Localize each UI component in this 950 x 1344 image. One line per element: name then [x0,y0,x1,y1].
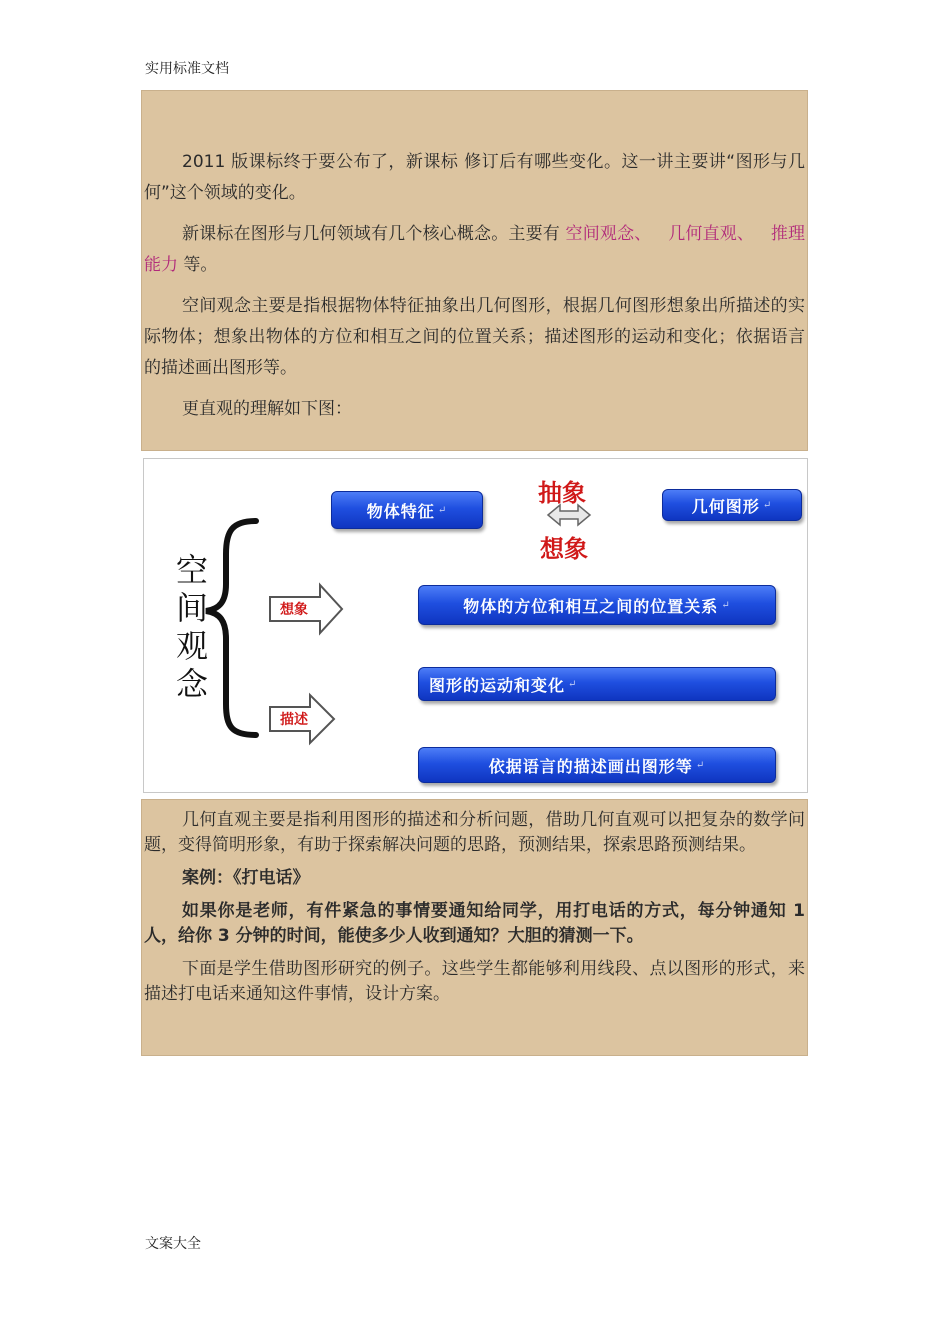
intro-paragraph-1: 2011 版课标终于要公布了，新课标 修订后有哪些变化。这一讲主要讲“图形与几何”这个领域的变化。 [144,152,805,203]
return-mark: ↵ [721,599,731,611]
page-header: 实用标准文档 [145,61,229,77]
intro-section [141,90,808,451]
page-footer: 文案大全 [145,1236,201,1252]
intro-paragraph-2-suffix: 等。 [178,255,218,275]
double-arrow-icon [548,505,590,525]
case-title: 案例：《打电话》 [182,868,310,888]
box-geometric-figures-label: 几何图形 [691,496,760,516]
abstract-label: 抽象 [538,478,586,507]
return-mark: ↵ [568,678,578,690]
box-object-features [331,491,483,529]
case-question: 如果你是老师，有件紧急的事情要通知给同学，用打电话的方式，每分钟通知 1 人，给你 3 分钟的时间，能使多少人收到通知？大胆的猜测一下。 [144,901,805,946]
body-paragraph-geometric-intuition: 几何直观主要是指利用图形的描述和分析问题，借助几何直观可以把复杂的数学问题，变得简明形象，有助于探索解决问题的思路，预测结果，探索思路预测结果。 [144,810,805,855]
return-mark: ↵ [762,499,773,511]
box-object-features-label: 物体特征 [366,501,435,521]
box-geometric-figures [662,489,802,521]
vertical-title-char: 念 [175,665,208,703]
keyword-geometric-intuition: 几何直观、 [668,224,755,244]
vertical-title-char: 观 [175,627,208,665]
vertical-title-char: 间 [175,589,208,627]
bar-position-relations [418,585,776,625]
bar-draw-from-language [418,747,776,783]
return-mark: ↵ [437,504,448,516]
keyword-spatial-concept: 空间观念、 [565,224,652,244]
vertical-title-char: 空 [175,551,208,589]
intro-paragraph-4: 更直观的理解如下图： [182,399,352,419]
keyword-reasoning-ability: 推理能力 [144,224,806,275]
body-paragraph-students: 下面是学生借助图形研究的例子。这些学生都能够利用线段、点以图形的形式，来描述打电话来通知这件事情，设计方案。 [144,959,805,1004]
intro-paragraph-3: 空间观念主要是指根据物体特征抽象出几何图形，根据几何图形想象出所描述的实际物体；想象出物体的方位和相互之间的位置关系；描述图形的运动和变化；依据语言的描述画出图形等。 [144,296,805,378]
bar-position-relations-label: 物体的方位和相互之间的位置关系 [463,596,719,616]
intro-paragraph-2 [144,219,805,281]
intro-paragraph-2-prefix: 新课标在图形与几何领域有几个核心概念。主要有 [182,224,566,244]
arrow-label-describe: 描述 [280,712,308,728]
bar-draw-from-language-label: 依据语言的描述画出图形等 [488,756,693,776]
brace-shape [206,521,256,735]
arrow-label-imagine: 想象 [280,602,308,618]
return-mark: ↵ [695,759,706,771]
imagine-label: 想象 [540,534,588,563]
bar-motion-change-label: 图形的运动和变化 [429,675,566,695]
spatial-concept-diagram [143,458,808,793]
vertical-title [172,551,212,703]
body-section [141,799,808,1056]
bar-motion-change [418,667,776,701]
